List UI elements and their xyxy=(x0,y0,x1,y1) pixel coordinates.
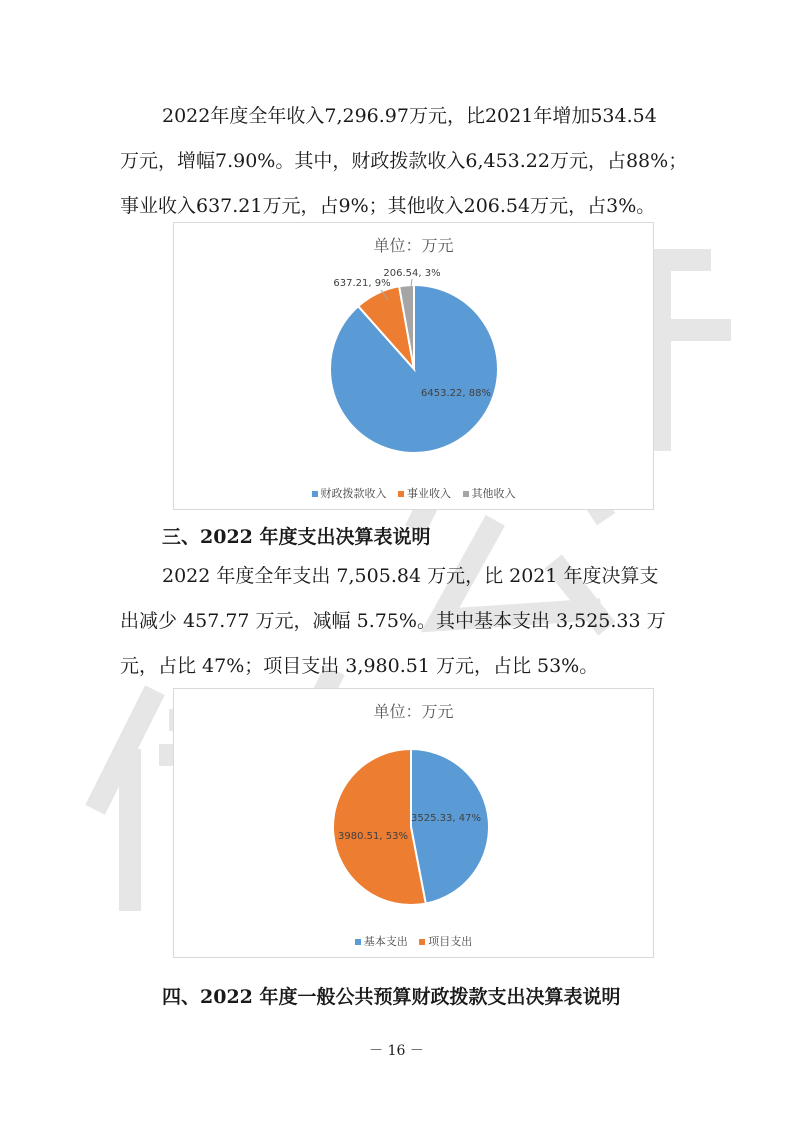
income-pie-chart xyxy=(173,222,654,510)
income-line-3: 事业收入637.21万元，占9%；其他收入206.54万元，占3%。 xyxy=(120,195,656,217)
legend-item-basic xyxy=(355,933,408,949)
expense-pie-chart xyxy=(173,688,654,958)
legend-label: 事业收入 xyxy=(407,487,451,500)
legend-label: 基本支出 xyxy=(363,935,408,948)
pie-data-label-1: 3525.33, 47% xyxy=(411,813,481,824)
pie-data-label-2: 637.21, 9% xyxy=(333,278,391,289)
legend-swatch xyxy=(355,939,361,945)
income-pie-svg xyxy=(174,223,653,509)
legend-label: 其他收入 xyxy=(471,487,516,500)
section-heading-3: 三、2022 年度支出决算表说明 xyxy=(162,526,431,548)
page-number: － 16 － xyxy=(369,1043,424,1059)
chart-title: 单位：万元 xyxy=(373,236,454,255)
legend-item-project xyxy=(419,933,472,949)
pie-data-label-2: 3980.51, 53% xyxy=(338,831,408,842)
legend-item-fiscal xyxy=(312,485,387,501)
income-paragraph xyxy=(120,94,688,229)
legend-swatch xyxy=(398,491,404,497)
chart-title: 单位：万元 xyxy=(373,702,454,721)
legend-label: 项目支出 xyxy=(428,935,473,948)
pie-data-label-3: 206.54, 3% xyxy=(383,268,441,279)
chart-legend xyxy=(174,485,653,501)
pie-slice-2 xyxy=(333,749,426,905)
legend-label: 财政拨款收入 xyxy=(320,487,387,500)
legend-swatch xyxy=(463,491,469,497)
pie-slice-1 xyxy=(411,749,489,904)
chart-legend xyxy=(174,933,653,949)
legend-swatch xyxy=(312,491,318,497)
expense-line-2: 出减少 457.77 万元，减幅 5.75%。其中基本支出 3,525.33 万 xyxy=(120,610,666,632)
expense-line-1: 2022 年度全年支出 7,505.84 万元，比 2021 年度决算支 xyxy=(162,565,659,587)
section-heading-4: 四、2022 年度一般公共预算财政拨款支出决算表说明 xyxy=(162,986,621,1008)
legend-item-business xyxy=(398,485,451,501)
legend-item-other xyxy=(463,485,516,501)
expense-line-3: 元，占比 47%；项目支出 3,980.51 万元，占比 53%。 xyxy=(120,655,599,677)
pie-data-label-1: 6453.22, 88% xyxy=(421,388,491,399)
income-line-1: 2022年度全年收入7,296.97万元，比2021年增加534.54 xyxy=(162,105,657,127)
expense-paragraph xyxy=(120,554,680,689)
income-line-2: 万元，增幅7.90%。其中，财政拨款收入6,453.22万元，占88%； xyxy=(120,150,688,172)
legend-swatch xyxy=(419,939,425,945)
expense-pie-svg xyxy=(174,689,653,957)
